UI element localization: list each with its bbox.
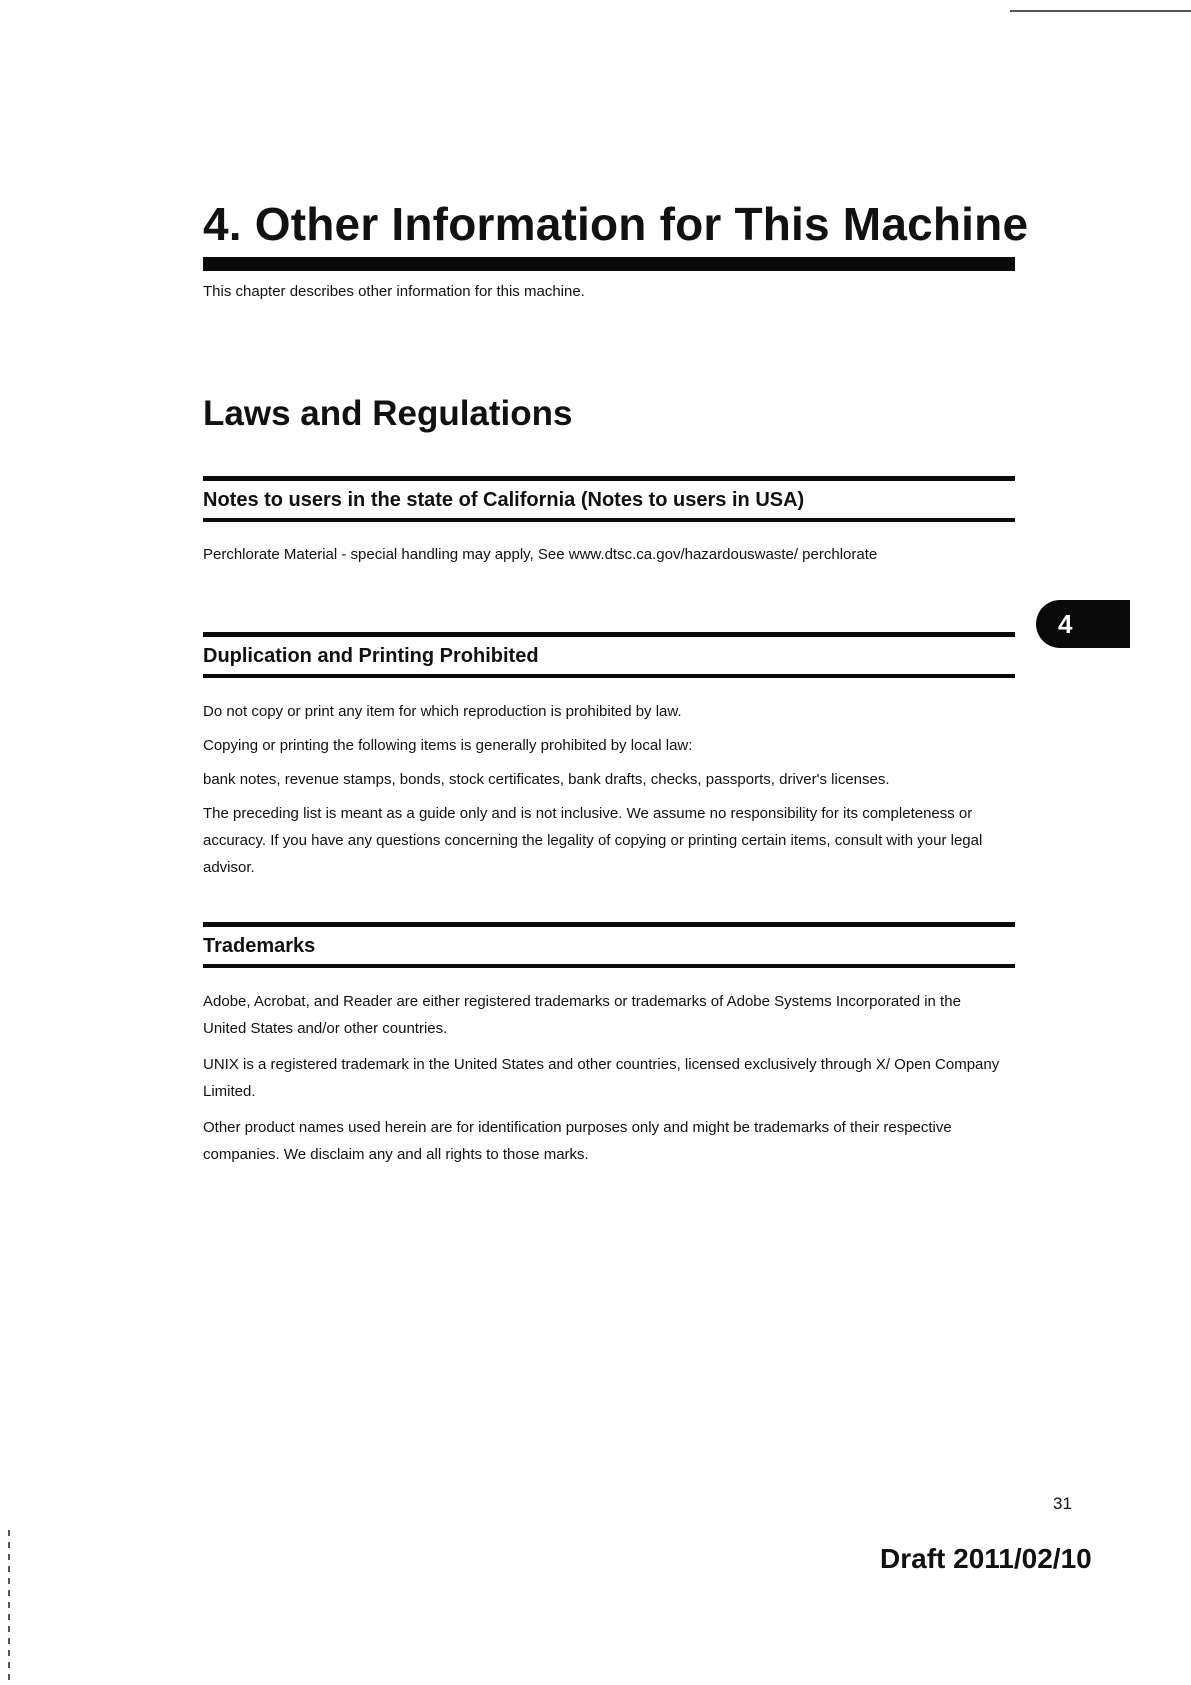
subsection-trademarks-body	[203, 988, 1015, 1177]
chapter-tab: 4	[1036, 600, 1130, 648]
subsection-california-header	[203, 476, 1015, 522]
subsection-duplication-body	[203, 698, 1015, 890]
chapter-title-bar	[203, 257, 1015, 271]
margin-scan-marks	[8, 1530, 10, 1680]
paragraph: Perchlorate Material - special handling may apply, See www.dtsc.ca.gov/hazardouswaste/ perchlorate	[203, 546, 878, 563]
subsection-heading-duplication: Duplication and Printing Prohibited	[203, 645, 539, 667]
section-title: Laws and Regulations	[203, 394, 573, 433]
heading-rule-bottom	[203, 964, 1015, 968]
chapter-intro: This chapter describes other information for this machine.	[203, 283, 585, 300]
subsection-duplication-header	[203, 632, 1015, 678]
paragraph: UNIX is a registered trademark in the United States and other countries, licensed exclusively through X/ Open Company Limited.	[203, 1056, 1000, 1100]
subsection-heading-trademarks: Trademarks	[203, 935, 316, 957]
subsection-trademarks-header	[203, 922, 1015, 968]
subsection-california-body	[203, 541, 1015, 577]
paragraph: Other product names used herein are for identification purposes only and might be trademarks of their respective companies. We disclaim any and all rights to those marks.	[203, 1119, 952, 1163]
paragraph: bank notes, revenue stamps, bonds, stock certificates, bank drafts, checks, passports, driver's licenses.	[203, 771, 890, 788]
heading-rule-bottom	[203, 518, 1015, 522]
paragraph: The preceding list is meant as a guide only and is not inclusive. We assume no responsibility for its completeness or accuracy. If you have any questions concerning the legality of copying or printing certain items, consult with your legal advisor.	[203, 805, 983, 876]
chapter-title: 4. Other Information for This Machine	[203, 198, 1029, 250]
page-number: 31	[1053, 1494, 1072, 1513]
paragraph: Do not copy or print any item for which reproduction is prohibited by law.	[203, 703, 682, 720]
corner-scan-line	[1010, 10, 1191, 12]
paragraph: Copying or printing the following items is generally prohibited by local law:	[203, 737, 693, 754]
heading-rule-bottom	[203, 674, 1015, 678]
subsection-heading-california: Notes to users in the state of California (Notes to users in USA)	[203, 489, 805, 511]
draft-stamp: Draft 2011/02/10	[880, 1543, 1092, 1574]
paragraph: Adobe, Acrobat, and Reader are either registered trademarks or trademarks of Adobe Systems Incorporated in the United States and/or other countries.	[203, 993, 961, 1037]
